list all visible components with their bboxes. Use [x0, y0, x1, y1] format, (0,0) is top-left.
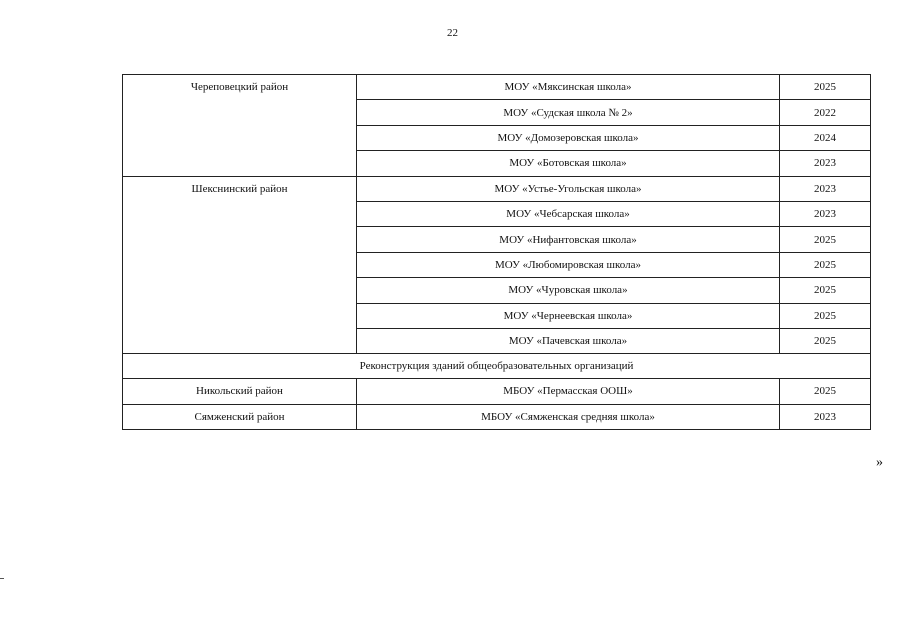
table-row — [123, 404, 871, 429]
school-cell: МОУ «Чуровская школа» — [357, 278, 780, 303]
school-cell: МОУ «Устье-Угольская школа» — [357, 176, 780, 201]
year-cell: 2025 — [780, 379, 871, 404]
district-cell: Никольский район — [123, 379, 357, 404]
school-cell: МОУ «Домозеровская школа» — [357, 125, 780, 150]
margin-mark — [0, 578, 4, 579]
year-cell: 2022 — [780, 100, 871, 125]
school-cell: МОУ «Ботовская школа» — [357, 151, 780, 176]
school-cell: МОУ «Пачевская школа» — [357, 328, 780, 353]
year-cell: 2023 — [780, 201, 871, 226]
year-cell: 2023 — [780, 404, 871, 429]
year-cell: 2025 — [780, 328, 871, 353]
year-cell: 2024 — [780, 125, 871, 150]
section-row — [123, 354, 871, 379]
school-cell: МБОУ «Сямженская средняя школа» — [357, 404, 780, 429]
table-row — [123, 379, 871, 404]
school-cell: МОУ «Чернеевская школа» — [357, 303, 780, 328]
school-cell: МОУ «Любомировская школа» — [357, 252, 780, 277]
table-row — [123, 75, 871, 100]
year-cell: 2023 — [780, 151, 871, 176]
school-cell: МОУ «Мяксинская школа» — [357, 75, 780, 100]
district-cell: Сямженский район — [123, 404, 357, 429]
school-cell: МОУ «Чебсарская школа» — [357, 201, 780, 226]
table-row — [123, 176, 871, 201]
year-cell: 2023 — [780, 176, 871, 201]
district-cell: Череповецкий район — [123, 75, 357, 177]
year-cell: 2025 — [780, 278, 871, 303]
closing-quote: » — [876, 455, 883, 470]
section-title: Реконструкция зданий общеобразовательных организаций — [123, 354, 871, 379]
district-cell: Шекснинский район — [123, 176, 357, 354]
school-cell: МБОУ «Пермасская ООШ» — [357, 379, 780, 404]
year-cell: 2025 — [780, 227, 871, 252]
school-cell: МОУ «Нифантовская школа» — [357, 227, 780, 252]
year-cell: 2025 — [780, 252, 871, 277]
year-cell: 2025 — [780, 303, 871, 328]
schools-table — [122, 74, 871, 430]
page-number: 22 — [447, 27, 458, 39]
year-cell: 2025 — [780, 75, 871, 100]
school-cell: МОУ «Судская школа № 2» — [357, 100, 780, 125]
